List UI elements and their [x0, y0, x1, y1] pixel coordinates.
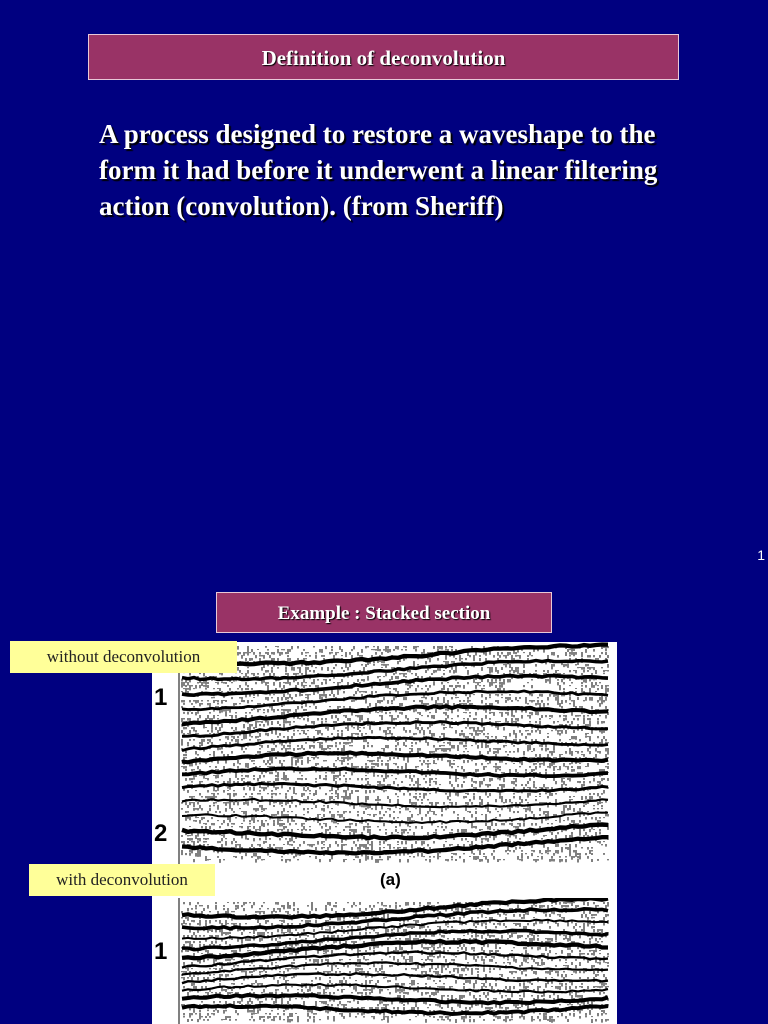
- panel-b-time-label-1: 1: [154, 938, 168, 965]
- slide-title: Definition of deconvolution: [88, 34, 679, 80]
- panel-a-time-label-1: 1: [154, 684, 168, 711]
- with-deconvolution-label: with deconvolution: [29, 864, 215, 896]
- seismic-panel-with-deconvolution: [152, 898, 617, 1024]
- page-number: 1: [757, 547, 765, 563]
- example-title: Example : Stacked section: [216, 592, 552, 633]
- panel-a-time-label-2: 2: [154, 820, 168, 847]
- definition-text: A process designed to restore a waveshape to the form it had before it underwent a linear filtering action (convolution). (from Sheriff): [99, 119, 658, 221]
- seismic-stacked-section-figure: [152, 642, 617, 1024]
- without-deconvolution-label: without deconvolution: [10, 641, 237, 673]
- seismic-panel-without-deconvolution: [152, 642, 617, 864]
- panel-a-label: (a): [380, 870, 401, 889]
